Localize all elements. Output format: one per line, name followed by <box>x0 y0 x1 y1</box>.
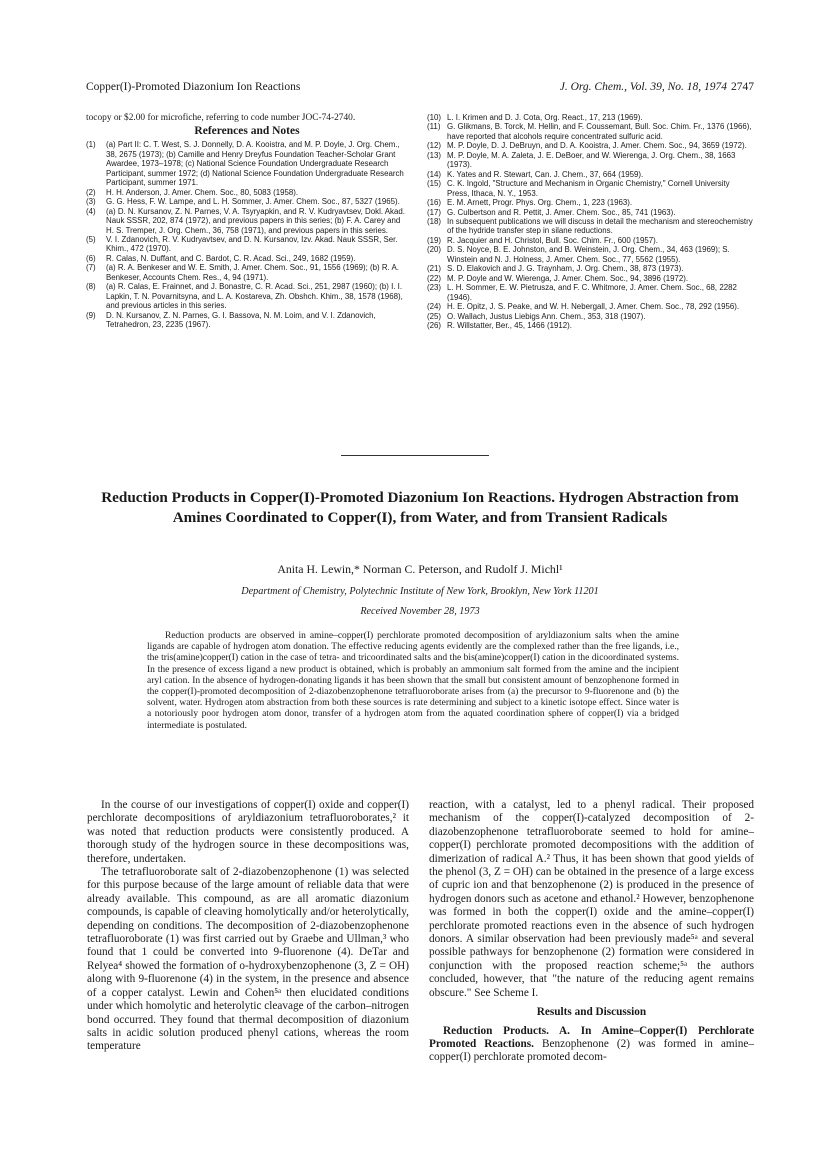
reference-number: (2) <box>86 187 96 197</box>
reference-item <box>427 274 754 283</box>
reference-item <box>86 188 408 197</box>
reference-text: R. Willstatter, Ber., 45, 1466 (1912). <box>447 320 572 330</box>
reference-text: S. D. Elakovich and J. G. Traynham, J. Org. Chem., 38, 873 (1973). <box>447 264 684 274</box>
reference-text: M. P. Doyle, D. J. DeBruyn, and D. A. Kooistra, J. Amer. Chem. Soc., 94, 3659 (1972). <box>447 141 747 151</box>
references-list-right <box>427 113 754 330</box>
reference-number: (6) <box>86 253 96 263</box>
reference-text: R. Calas, N. Duffant, and C. Bardot, C. R. Acad. Sci., 249, 1682 (1959). <box>106 253 356 263</box>
results-paragraph <box>429 1025 754 1065</box>
references-column-left <box>86 113 408 330</box>
reference-text: C. K. Ingold, "Structure and Mechanism in Organic Chemistry," Cornell University Press, Ithaca, N. Y., 1953. <box>447 179 730 198</box>
reference-number: (10) <box>427 113 442 122</box>
reference-item <box>427 236 754 245</box>
reference-text: M. P. Doyle, M. A. Zaleta, J. E. DeBoer, and W. Wierenga, J. Org. Chem., 38, 1663 (1973). <box>447 150 736 170</box>
reference-item <box>86 235 408 254</box>
reference-number: (23) <box>427 283 442 293</box>
reference-number: (25) <box>427 311 442 321</box>
results-text: Benzophenone (2) was formed in amine–copper(I) perchlorate promoted decom- <box>429 1037 754 1064</box>
reference-number: (18) <box>427 216 442 226</box>
reference-number: (12) <box>427 141 442 151</box>
article-authors: Anita H. Lewin,* Norman C. Peterson, and Rudolf J. Michl¹ <box>277 562 563 576</box>
reference-text: (a) D. N. Kursanov, Z. N. Parnes, V. A. Tsyryapkin, and R. V. Kudryavtsev, Dokl. Akad. Nauk SSSR, 202, 874 (1972), and previous papers in this series; (b) F. A. Carey and H. S. Tremper, J. Org. Chem., 36, 758 (1971), and previous papers in this series. <box>106 206 405 235</box>
page-header <box>86 81 754 97</box>
reference-item <box>427 264 754 273</box>
reference-number: (5) <box>86 234 96 244</box>
results-heading: Results and Discussion <box>536 1006 647 1019</box>
article-abstract: Reduction products are observed in amine–copper(I) perchlorate promoted decomposition of aryldiazonium salts when the amine ligands are capable of hydrogen atom donation. The effective reducing agents evidently are the complexed rather than the free ligands, i.e., the tris(amine)copper(I) cation in the case of tetra- and tricoordinated salts and the bis(amine)copper(I) cation in the dicoordinated systems. In the presence of excess ligand a new product is obtained, which is probably an ammonium salt formed from the amine and the incipient aryl cation. In the absence of hydrogen-donating ligands it has been shown that the small but consistent amount of benzophenone formed in the copper(I)-promoted decomposition of 2-diazobenzophenone tetrafluoroborate arises from (a) the precursor to 9-fluorenone and (b) the solvent, water. Hydrogen atom abstraction from both these sources is rate determining and subject to a kinetic isotope effect. Since water is a notoriously poor hydrogen atom donor, transfer of a hydrogen atom from the aquated coordination sphere of copper(I) via a bridged intermediate is postulated. <box>147 631 679 731</box>
reference-text: H. H. Anderson, J. Amer. Chem. Soc., 80, 5083 (1958). <box>106 187 299 197</box>
reference-item <box>427 208 754 217</box>
body-paragraph: The tetrafluoroborate salt of 2-diazobenzophenone (1) was selected for this purpose because of the large amount of reliable data that were already available. This compound, as are all aromatic diazonium compounds, is capable of cleaving homolytically and/or heterolytically, depending on conditions. The decomposition of 2-diazobenzophenone tetrafluoroborate (1) was first carried out by Graebe and Ullman,³ who found that 1 could be converted into 9-fluorenone (4). DeTar and Relyea⁴ showed the formation of o-hydroxybenzophenone (3, Z = OH) along with 9-fluorenone (4) in the system, in the presence and absence of a copper catalyst. Lewin and Cohen⁵ᵃ then elucidated conditions under which homolytic and heterolytic cleavage of the carbon–nitrogen bond occurred. They found that thermal decomposition of diazonium salts in acidic solution produced phenyl cations, whereas the room temperature <box>87 866 409 1053</box>
reference-number: (20) <box>427 245 442 255</box>
reference-number: (3) <box>86 197 96 207</box>
article-affiliation: Department of Chemistry, Polytechnic Institute of New York, Brooklyn, New York 11201 <box>241 586 599 597</box>
reference-text: D. S. Noyce, B. E. Johnston, and B. Weinstein, J. Org. Chem., 34, 463 (1969); S. Winstein and N. J. Holness, J. Amer. Chem. Soc., 77, 5562 (1955). <box>447 245 730 264</box>
reference-text: H. E. Opitz, J. S. Peake, and W. H. Nebergall, J. Amer. Chem. Soc., 78, 292 (1956). <box>447 302 740 312</box>
reference-item <box>86 197 408 206</box>
reference-text: In subsequent publications we will discuss in detail the mechanism and stereochemistry of the hydride transfer step in silane reductions. <box>447 216 753 236</box>
reference-number: (26) <box>427 320 442 330</box>
section-divider <box>341 455 489 456</box>
reference-text: R. Jacquier and H. Christol, Bull. Soc. Chim. Fr., 600 (1957). <box>447 235 658 245</box>
reference-number: (15) <box>427 179 442 189</box>
reference-number: (14) <box>427 169 442 179</box>
reference-number: (16) <box>427 198 442 208</box>
reference-item <box>427 141 754 150</box>
body-paragraph: reaction, with a catalyst, led to a phenyl radical. Their proposed mechanism of the copper(I)-catalyzed decomposition of 2-diazobenzophenone tetrafluoroborate seemed to hold for amine–copper(I) perchlorate promoted decompositions with the addition of dimerization of radical A.² Thus, it has been shown that good yields of the phenol (3, Z = OH) can be obtained in the presence of a large excess of cupric ion and that benzophenone (2) is produced in the presence of hydrogen donors such as acetone and ethanol.² However, benzophenone was formed in both the copper(I) oxide and the amine–copper(I) perchlorate promoted reactions even in the absence of such hydrogen donors. A similar observation had been previously made⁵ᵃ and several possible pathways for benzophenone (2) formation were considered in conjunction with the proposed reaction scheme;⁵ᵃ the authors concluded, however, that "the nature of the reducing agent remains obscure." See Scheme I. <box>429 799 754 999</box>
reference-text: (a) R. A. Benkeser and W. E. Smith, J. Amer. Chem. Soc., 91, 1556 (1969); (b) R. A. Benkeser, Accounts Chem. Res., 4, 94 (1971). <box>106 263 399 282</box>
reference-item <box>86 254 408 263</box>
reference-item <box>86 311 408 330</box>
reference-text: G. G. Hess, F. W. Lampe, and L. H. Sommer, J. Amer. Chem. Soc., 87, 5327 (1965). <box>106 197 400 207</box>
reference-number: (1) <box>86 140 96 150</box>
reference-item <box>427 312 754 321</box>
references-heading: References and Notes <box>194 125 300 137</box>
reference-number: (11) <box>427 122 441 132</box>
reference-item <box>427 170 754 179</box>
reference-number: (22) <box>427 273 442 283</box>
reference-number: (7) <box>86 263 96 273</box>
reference-number: (8) <box>86 282 96 292</box>
reference-item <box>427 198 754 207</box>
reference-text: K. Yates and R. Stewart, Can. J. Chem., 37, 664 (1959). <box>447 169 644 179</box>
reference-item <box>427 151 754 170</box>
reference-number: (19) <box>427 235 442 245</box>
reference-item <box>427 321 754 330</box>
reference-text: L. H. Sommer, E. W. Pietrusza, and F. C. Whitmore, J. Amer. Chem. Soc., 68, 2282 (1946). <box>447 283 737 302</box>
reference-text: L. I. Krimen and D. J. Cota, Org. React., 17, 213 (1969). <box>447 113 643 122</box>
reference-number: (17) <box>427 207 442 217</box>
reference-item <box>427 179 754 198</box>
results-subheading: Reduction Products. A. In Amine–Copper(I) Perchlorate Promoted Reactions. <box>429 1024 754 1050</box>
reference-item <box>427 283 754 302</box>
received-date: Received November 28, 1973 <box>360 606 480 617</box>
references-column-right <box>427 113 754 330</box>
running-title: Copper(I)-Promoted Diazonium Ion Reactions <box>86 81 301 93</box>
reference-text: G. Glikmans, B. Torck, M. Hellin, and F. Coussemant, Bull. Soc. Chim. Fr., 1376 (1966), have reported that alcohols require concentrated sulfuric acid. <box>447 122 752 141</box>
reference-text: V. I. Zdanovich, R. V. Kudryavtsev, and D. N. Kursanov, Izv. Akad. Nauk SSSR, Ser. Khim., 472 (1970). <box>106 234 398 254</box>
reference-text: G. Culbertson and R. Pettit, J. Amer. Chem. Soc., 85, 741 (1963). <box>447 207 676 217</box>
reference-text: M. P. Doyle and W. Wierenga, J. Amer. Chem. Soc., 94, 3896 (1972). <box>447 273 689 283</box>
reference-number: (24) <box>427 302 442 312</box>
reference-item <box>86 263 408 282</box>
reference-item <box>427 245 754 264</box>
page-number: 2747 <box>731 81 754 93</box>
reference-number: (4) <box>86 206 96 216</box>
reference-item <box>86 140 408 187</box>
references-intro: tocopy or $2.00 for microfiche, referring to code number JOC-74-2740. <box>86 113 356 123</box>
reference-item <box>427 217 754 236</box>
journal-citation <box>560 81 754 93</box>
reference-item <box>86 207 408 235</box>
reference-item <box>427 122 754 141</box>
body-column-right <box>429 799 754 1065</box>
reference-text: E. M. Arnett, Progr. Phys. Org. Chem., 1, 223 (1963). <box>447 198 633 208</box>
body-column-left <box>87 799 409 1054</box>
reference-number: (21) <box>427 264 442 274</box>
reference-text: (a) R. Calas, E. Frainnet, and J. Bonastre, C. R. Acad. Sci., 251, 2987 (1960); (b) I. I. Lapkin, T. N. Povarnitsyna, and L. A. Kostareva, Zh. Obshch. Khim., 38, 1578 (1968), and previous articles in this series. <box>106 282 403 311</box>
body-paragraph: In the course of our investigations of copper(I) oxide and copper(I) perchlorate decompositions of aryldiazonium tetrafluoroborates,² it was noted that reduction products were consistently produced. A thorough study of the hydrogen source in these decompositions was, therefore, undertaken. <box>87 799 409 865</box>
reference-item <box>427 302 754 311</box>
reference-number: (9) <box>86 310 96 320</box>
references-list-left <box>86 140 408 329</box>
reference-number: (13) <box>427 150 442 160</box>
reference-text: O. Wallach, Justus Liebigs Ann. Chem., 353, 318 (1907). <box>447 311 646 321</box>
reference-item <box>427 113 754 122</box>
reference-item <box>86 282 408 310</box>
journal-name: J. Org. Chem., Vol. 39, No. 18, 1974 <box>559 81 727 93</box>
reference-text: D. N. Kursanov, Z. N. Parnes, G. I. Bassova, N. M. Loim, and V. I. Zdanovich, Tetrahedron, 23, 2235 (1967). <box>106 310 376 330</box>
article-title: Reduction Products in Copper(I)-Promoted Diazonium Ion Reactions. Hydrogen Abstraction from Amines Coordinated to Copper(I), from Water, and from Transient Radicals <box>101 489 739 526</box>
reference-text: (a) Part II: C. T. West, S. J. Donnelly, D. A. Kooistra, and M. P. Doyle, J. Org. Chem., 38, 2675 (1973); (b) Camille and Henry Dreyfus Foundation Teacher-Scholar Grant Awardee, 1973–1978; (c) National Science Foundation Undergraduate Research Participant, summer 1972; (d) National Science Foundation Undergraduate Research Participant, summer 1971. <box>106 140 404 188</box>
